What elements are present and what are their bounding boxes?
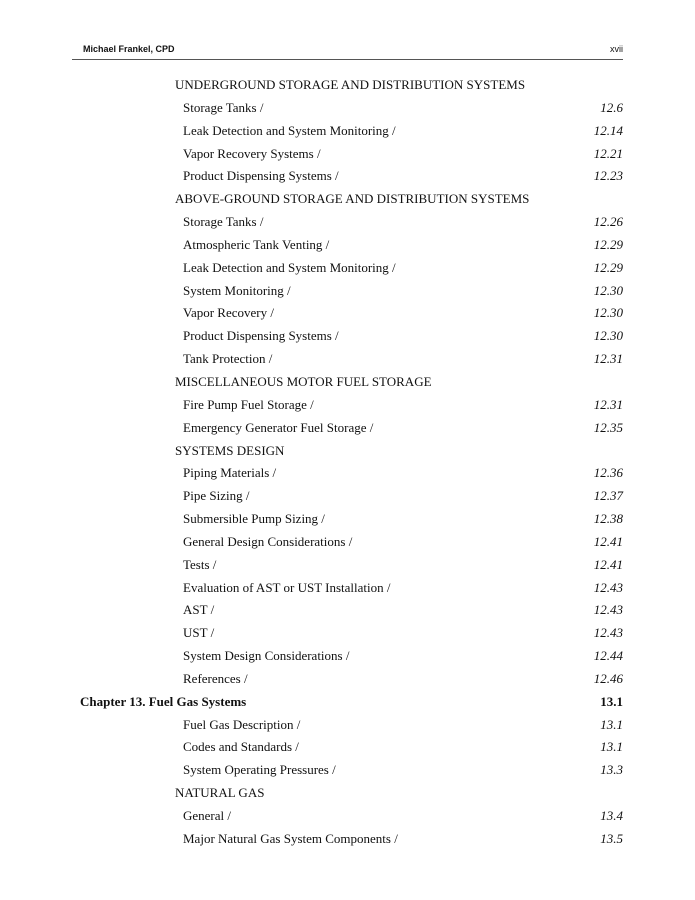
toc-entry-row — [0, 485, 695, 508]
toc-entry-row — [0, 599, 695, 622]
toc-label: Leak Detection and System Monitoring / — [183, 259, 396, 275]
toc-label: Product Dispensing Systems / — [183, 168, 339, 184]
toc-section-heading — [0, 371, 695, 394]
toc-page-number: 12.23 — [593, 168, 623, 184]
page-number: xvii — [610, 44, 623, 54]
toc-page-number: 12.29 — [593, 236, 623, 252]
toc-entry-row — [0, 759, 695, 782]
toc-label: Storage Tanks / — [183, 214, 264, 230]
toc-label: Tank Protection / — [183, 351, 273, 367]
toc-label: UNDERGROUND STORAGE AND DISTRIBUTION SYSTEMS — [175, 77, 526, 92]
toc-page-number: 12.43 — [593, 625, 623, 641]
toc-entry-row — [0, 211, 695, 234]
toc-page-number: 12.41 — [593, 556, 623, 572]
toc-label: Tests / — [183, 556, 217, 572]
toc-entry-row — [0, 577, 695, 600]
toc-entry-row — [0, 348, 695, 371]
toc-label: General Design Considerations / — [183, 533, 353, 549]
toc-label: Codes and Standards / — [183, 739, 299, 755]
toc-entry-row — [0, 234, 695, 257]
toc-page-number: 12.31 — [593, 351, 623, 367]
toc-label: Piping Materials / — [183, 465, 277, 481]
toc-label: NATURAL GAS — [175, 785, 265, 801]
toc-entry-row — [0, 97, 695, 120]
toc-label: System Monitoring / — [183, 282, 291, 298]
toc-page-number: 12.46 — [593, 670, 623, 686]
toc-label: Storage Tanks / — [183, 99, 264, 115]
toc-entry-row — [0, 805, 695, 828]
toc-entry-row — [0, 645, 695, 668]
toc-entry-row — [0, 622, 695, 645]
toc-entry-row — [0, 736, 695, 759]
toc-page-number: 12.26 — [593, 214, 623, 230]
toc-page-number: 13.1 — [600, 716, 623, 732]
toc-label: Evaluation of AST or UST Installation / — [183, 579, 391, 595]
toc-page-number: 12.30 — [593, 282, 623, 298]
toc-entry-row — [0, 828, 695, 851]
toc-section-heading — [0, 188, 695, 211]
toc-entry-row — [0, 531, 695, 554]
toc-page-number: 12.30 — [593, 305, 623, 321]
toc-label: Major Natural Gas System Components / — [183, 830, 398, 846]
toc-label: Chapter 13. Fuel Gas Systems — [80, 693, 247, 709]
toc-label: System Design Considerations / — [183, 648, 350, 664]
toc-page-number: 12.44 — [593, 648, 623, 664]
toc-page-number: 12.35 — [593, 419, 623, 435]
toc-label: Pipe Sizing / — [183, 488, 250, 504]
author-name: Michael Frankel, CPD — [83, 44, 175, 54]
toc-label: Fire Pump Fuel Storage / — [183, 396, 314, 412]
toc-label: Emergency Generator Fuel Storage / — [183, 419, 374, 435]
toc-page-number: 12.36 — [593, 465, 623, 481]
toc-page-number: 12.38 — [593, 511, 623, 527]
toc-label: MISCELLANEOUS MOTOR FUEL STORAGE — [175, 373, 432, 389]
toc-page-number: 12.21 — [593, 145, 623, 161]
toc-entry-row — [0, 280, 695, 303]
toc-label: System Operating Pressures / — [183, 762, 336, 778]
toc-section-heading — [0, 440, 695, 463]
toc-chapter-row — [0, 691, 695, 714]
toc-page-number: 12.43 — [593, 579, 623, 595]
toc-label: General / — [183, 808, 232, 823]
toc-label: SYSTEMS DESIGN — [175, 442, 285, 458]
toc-entry-row — [0, 143, 695, 166]
toc-page-number: 12.29 — [593, 259, 623, 275]
toc-entry-row — [0, 554, 695, 577]
header-divider — [72, 59, 623, 60]
toc-entry-row — [0, 325, 695, 348]
toc-entry-row — [0, 257, 695, 280]
toc-section-heading — [0, 74, 695, 97]
toc-label: Vapor Recovery Systems / — [183, 145, 321, 161]
toc-label: Submersible Pump Sizing / — [183, 511, 325, 527]
toc-label: Leak Detection and System Monitoring / — [183, 122, 396, 138]
toc-label: Product Dispensing Systems / — [183, 328, 339, 344]
table-of-contents — [0, 74, 695, 851]
toc-page-number: 12.6 — [600, 99, 623, 115]
toc-label: Vapor Recovery / — [183, 305, 274, 321]
toc-entry-row — [0, 668, 695, 691]
toc-page-number: 12.30 — [593, 328, 623, 344]
toc-page-number: 13.1 — [600, 693, 623, 709]
toc-entry-row — [0, 165, 695, 188]
toc-page-number: 12.14 — [593, 122, 623, 138]
toc-page-number: 13.3 — [600, 762, 623, 778]
toc-label: ABOVE-GROUND STORAGE AND DISTRIBUTION SYSTEMS — [175, 191, 530, 207]
toc-page-number: 13.5 — [600, 830, 623, 846]
toc-page-number: 12.41 — [593, 533, 623, 549]
toc-label: UST / — [183, 625, 215, 641]
toc-label: AST / — [183, 602, 215, 618]
toc-label: Atmospheric Tank Venting / — [183, 236, 330, 252]
toc-entry-row — [0, 462, 695, 485]
toc-page-number: 12.43 — [593, 602, 623, 618]
toc-page-number: 12.31 — [593, 396, 623, 412]
toc-label: References / — [183, 670, 248, 686]
toc-entry-row — [0, 394, 695, 417]
toc-page-number: 12.37 — [593, 488, 623, 504]
toc-section-heading — [0, 782, 695, 805]
toc-entry-row — [0, 302, 695, 325]
toc-page-number: 13.4 — [600, 808, 623, 823]
toc-entry-row — [0, 714, 695, 737]
toc-page-number: 13.1 — [600, 739, 623, 755]
toc-entry-row — [0, 508, 695, 531]
toc-entry-row — [0, 417, 695, 440]
toc-entry-row — [0, 120, 695, 143]
toc-label: Fuel Gas Description / — [183, 716, 301, 732]
